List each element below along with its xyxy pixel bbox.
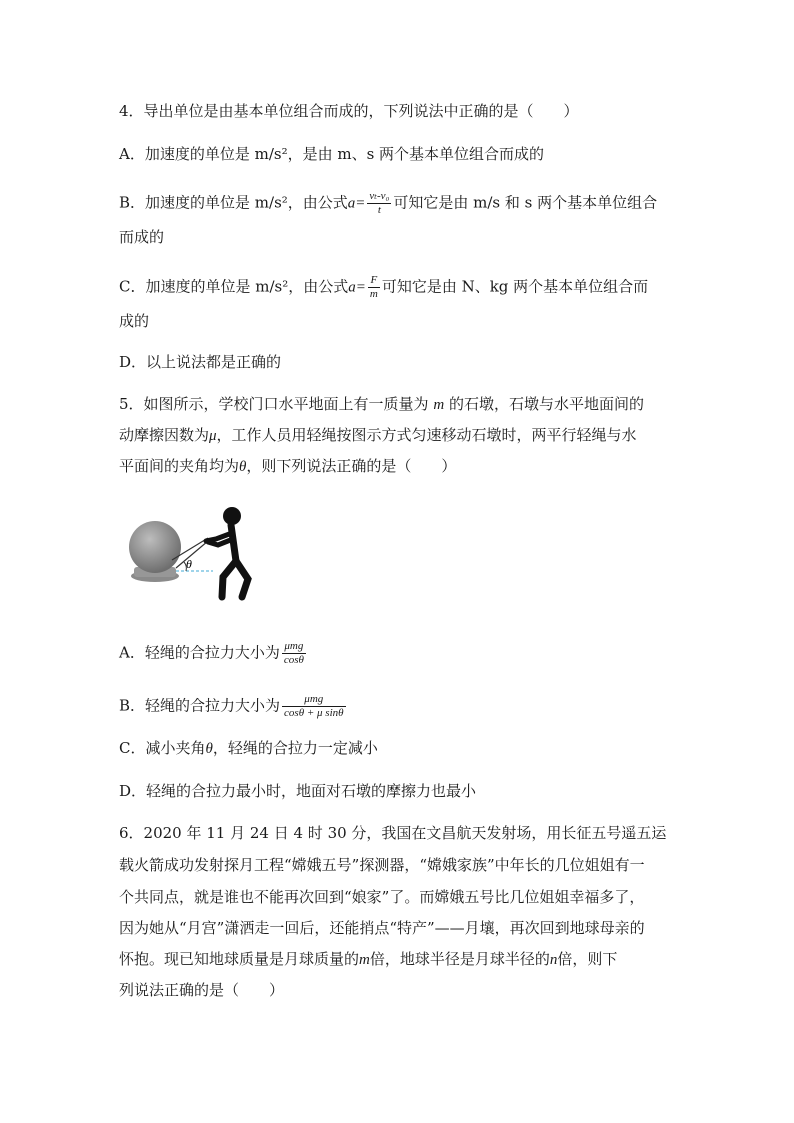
q4-b-fraction bbox=[367, 190, 391, 217]
q5-c-var: θ bbox=[205, 741, 213, 757]
q5-c-pre: C．减小夹角 bbox=[119, 739, 206, 757]
q4-c-numerator: F bbox=[368, 274, 380, 288]
q6-line5-var-m: m bbox=[359, 952, 370, 968]
q6-line2: 载火箭成功发射探月工程“嫦娥五号”探测器，“嫦娥家族”中年长的几位姐姐有一 bbox=[119, 856, 645, 874]
q5-option-b bbox=[119, 693, 348, 720]
q5-line2-pre: 动摩擦因数为 bbox=[119, 426, 210, 444]
q4-b-post: 可知它是由 m/s 和 s 两个基本单位组合 bbox=[393, 193, 658, 212]
q4-b-numerator: vₜ-v₀ bbox=[369, 190, 390, 202]
q5-option-d: D．轻绳的合拉力最小时，地面对石墩的摩擦力也最小 bbox=[119, 782, 477, 800]
q5-line3-pre: 平面间的夹角均为 bbox=[119, 457, 240, 475]
q5-line1-var: m bbox=[433, 397, 445, 413]
q4-b-pre: B．加速度的单位是 m/s²，由公式 bbox=[119, 193, 348, 212]
q5-c-post: ，轻绳的合拉力一定减小 bbox=[212, 739, 378, 757]
q5-b-pre: B．轻绳的合拉力大小为 bbox=[119, 696, 281, 715]
q6-line5-mid: 倍，地球半径是月球半径的 bbox=[369, 950, 550, 968]
person-leg-back bbox=[236, 561, 248, 597]
q4-option-c bbox=[119, 274, 648, 301]
q5-line2-post: ，工作人员用轻绳按图示方式匀速移动石墩时，两平行轻绳与水 bbox=[216, 426, 637, 444]
q4-option-d: D．以上说法都是正确的 bbox=[119, 353, 282, 371]
q4-c-fraction bbox=[368, 274, 380, 301]
q5-line3-var: θ bbox=[239, 459, 247, 475]
person-leg-front bbox=[222, 561, 236, 597]
q5-a-pre: A．轻绳的合拉力大小为 bbox=[119, 643, 280, 662]
q5-stem-line2 bbox=[119, 425, 637, 446]
q5-line1-post: 的石墩，石墩与水平地面间的 bbox=[448, 395, 644, 413]
stone-pier-figure bbox=[128, 505, 258, 605]
q6-line4: 因为她从“月宫”潇洒走一回后，还能捎点“特产”——月壤，再次回到地球母亲的 bbox=[119, 919, 645, 937]
q6-line5 bbox=[119, 949, 617, 970]
q5-stem-line1 bbox=[119, 394, 644, 415]
q5-b-denominator: cosθ + μ sinθ bbox=[284, 707, 344, 719]
q4-option-a: A．加速度的单位是 m/s²，是由 m、s 两个基本单位组合而成的 bbox=[119, 145, 545, 163]
stone-pier-illustration bbox=[128, 505, 258, 605]
q5-line2-var: μ bbox=[209, 428, 217, 444]
theta-label: θ bbox=[186, 557, 192, 571]
q4-c-post: 可知它是由 N、kg 两个基本单位组合而 bbox=[381, 277, 649, 296]
q4-c-var: a= bbox=[348, 279, 366, 296]
q6-line3: 个共同点，就是谁也不能再次回到“娘家”了。而嫦娥五号比几位姐姐幸福多了， bbox=[119, 888, 645, 906]
stone-ball bbox=[129, 521, 181, 573]
q4-option-b bbox=[119, 190, 657, 217]
q4-option-b-cont: 而成的 bbox=[119, 228, 165, 246]
q6-line6: 列说法正确的是（ ） bbox=[119, 981, 285, 999]
person-torso bbox=[231, 525, 236, 561]
q5-a-fraction bbox=[282, 640, 306, 667]
q4-b-denominator: t bbox=[377, 204, 381, 216]
q4-c-pre: C．加速度的单位是 m/s²，由公式 bbox=[119, 277, 349, 296]
q5-stem-line3 bbox=[119, 456, 456, 477]
q6-line5-var-n: n bbox=[549, 952, 558, 968]
q4-stem: 4．导出单位是由基本单位组合而成的，下列说法中正确的是（ ） bbox=[119, 102, 579, 120]
q5-a-numerator: μmg bbox=[282, 640, 306, 654]
q4-c-denominator: m bbox=[369, 288, 378, 300]
q5-option-c bbox=[119, 738, 378, 759]
q6-line5-pre: 怀抱。现已知地球质量是月球质量的 bbox=[119, 950, 360, 968]
q6-line1: 6．2020 年 11 月 24 日 4 时 30 分，我国在文昌航天发射场，用长征五号遥五运 bbox=[119, 824, 667, 842]
q5-option-a bbox=[119, 640, 308, 667]
q5-line3-post: ，则下列说法正确的是（ ） bbox=[246, 457, 457, 475]
q5-a-denominator: cosθ bbox=[283, 654, 304, 666]
q4-b-var: a= bbox=[347, 195, 366, 212]
q5-line1-pre: 5．如图所示，学校门口水平地面上有一质量为 bbox=[119, 395, 429, 413]
q6-line5-post: 倍，则下 bbox=[557, 950, 618, 968]
q4-option-c-cont: 成的 bbox=[119, 312, 150, 330]
q5-b-fraction bbox=[282, 693, 346, 720]
q5-b-numerator: μmg bbox=[282, 693, 346, 707]
